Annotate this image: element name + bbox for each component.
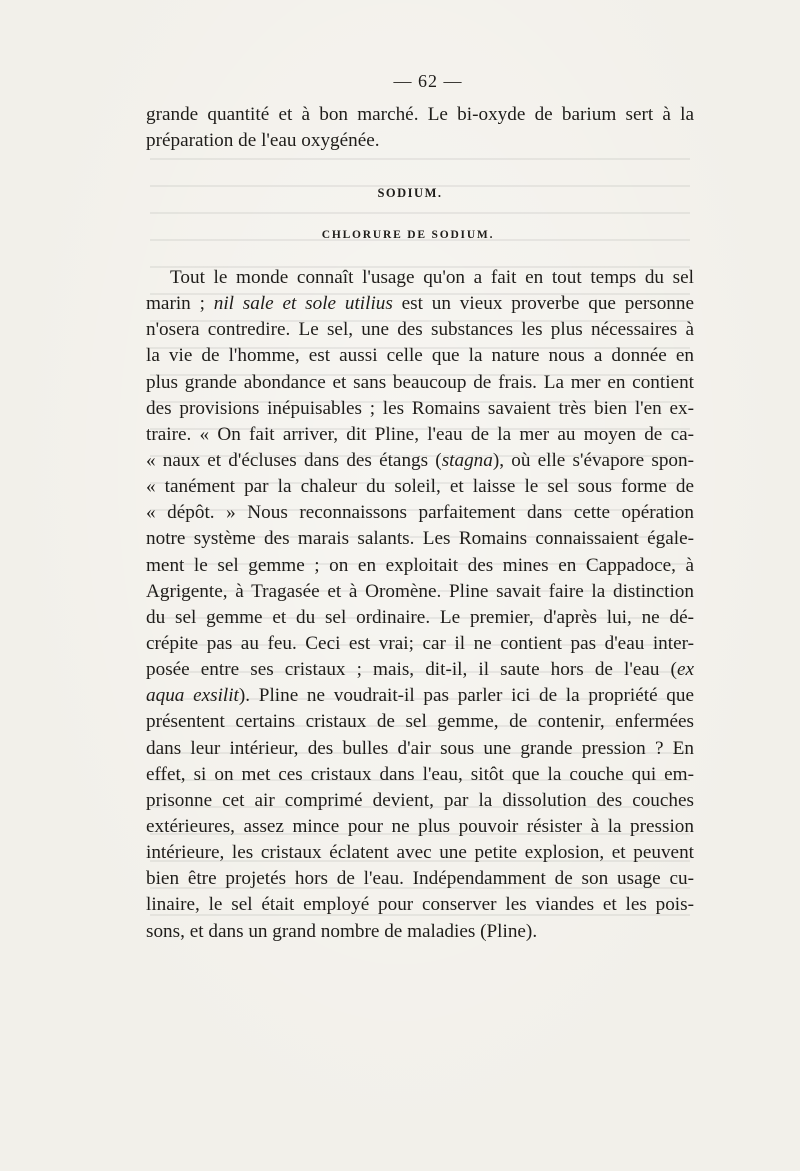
- text-line: traire. « On fait arriver, dit Pline, l'eau de la mer au moyen de ca-: [146, 423, 694, 445]
- text-line: posée entre ses cristaux ; mais, dit-il, il saute hors de l'eau (ex: [146, 659, 694, 681]
- text-line: n'osera contredire. Le sel, une des substances les plus nécessaires à: [146, 319, 694, 341]
- text-line: grande quantité et à bon marché. Le bi-oxyde de barium sert à la: [146, 104, 694, 125]
- section-heading: SODIUM.: [377, 186, 443, 200]
- text-line: extérieures, assez mince pour ne plus pouvoir résister à la pression: [146, 815, 694, 837]
- text-line: « tanément par la chaleur du soleil, et laisse le sel sous forme de: [146, 476, 694, 498]
- text-line: aqua exsilit). Pline ne voudrait-il pas parler ici de la propriété que: [146, 685, 694, 707]
- italic-latin-phrase: stagna: [441, 449, 493, 471]
- text-line: intérieure, les cristaux éclatent avec une petite explosion, et peuvent: [146, 842, 694, 864]
- italic-latin-phrase: nil sale et sole utilius: [213, 293, 393, 315]
- text-line: la vie de l'homme, est aussi celle que la nature nous a donnée en: [146, 345, 694, 367]
- text-line: Agrigente, à Tragasée et à Oromène. Pline savait faire la distinction: [146, 580, 694, 602]
- text-line: linaire, le sel était employé pour conserver les viandes et les pois-: [146, 894, 694, 916]
- text-line: dans leur intérieur, des bulles d'air sous une grande pression ? En: [146, 737, 694, 759]
- body-paragraph: [146, 265, 694, 945]
- text-line: Tout le monde connaît l'usage qu'on a fait en tout temps du sel: [170, 267, 694, 288]
- text-line: marin ; nil sale et sole utilius est un vieux proverbe que personne: [146, 293, 694, 315]
- italic-latin-phrase: ex: [676, 659, 694, 681]
- text-line: bien être projetés hors de l'eau. Indépendamment de son usage cu-: [146, 868, 694, 890]
- text-line: effet, si on met ces cristaux dans l'eau, sitôt que la couche qui em-: [146, 763, 694, 785]
- page-number: — 62 —: [393, 71, 463, 91]
- intro-paragraph: [146, 102, 694, 154]
- subsection-heading: CHLORURE DE SODIUM.: [321, 229, 495, 241]
- text-line: préparation de l'eau oxygénée.: [146, 130, 380, 151]
- text-line: « dépôt. » Nous reconnaissons parfaitement dans cette opération: [146, 502, 694, 524]
- text-line: sons, et dans un grand nombre de maladies (Pline).: [146, 920, 538, 942]
- text-line: des provisions inépuisables ; les Romains savaient très bien l'en ex-: [146, 397, 694, 419]
- text-line: prisonne cet air comprimé devient, par la dissolution des couches: [146, 789, 694, 811]
- text-line: du sel gemme et du sel ordinaire. Le premier, d'après lui, ne dé-: [146, 606, 694, 628]
- italic-latin-phrase: aqua exsilit: [146, 685, 239, 707]
- text-line: notre système des marais salants. Les Romains connaissaient égale-: [146, 528, 694, 550]
- text-line: « naux et d'écluses dans des étangs (stagna), où elle s'évapore spon-: [146, 449, 694, 471]
- text-line: plus grande abondance et sans beaucoup de frais. La mer en contient: [146, 371, 694, 393]
- text-line: présentent certains cristaux de sel gemme, de contenir, enfermées: [146, 711, 694, 733]
- text-line: crépite pas au feu. Ceci est vrai; car il ne contient pas d'eau inter-: [146, 632, 694, 654]
- text-line: ment le sel gemme ; on en exploitait des mines en Cappadoce, à: [146, 554, 694, 576]
